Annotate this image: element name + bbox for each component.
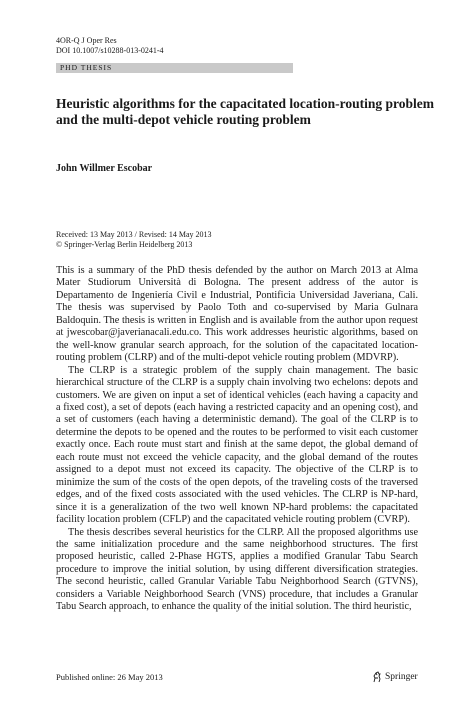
paragraph: The thesis describes several heuristics for the CLRP. All the proposed algorithms use the same initialization procedure and the same neighborhood structures. The first proposed heuristic, called 2-Phase HGTS, applies a modified Granular Tabu Search procedure to improve the initial solution, by using different diversification strategies. The second heuristic, called Granular Variable Tabu Neighborhood Search (GTVNS), considers a Variable Neighborhood Search (VNS) procedure, that includes a Granular Tabu Search approach, to enhance the quality of the initial solution. The third heuristic, [56,526,418,613]
article-body [56,265,418,614]
article-title: Heuristic algorithms for the capacitated location-routing problem and the multi-depot vehicle routing problem [56,96,434,127]
dates-block [56,230,212,250]
journal-header [56,36,164,56]
paragraph: The CLRP is a strategic problem of the supply chain management. The basic hierarchical structure of the CLRP is a supply chain involving two echelons: depots and customers. We are given on input a set of identical vehicles (each having a capacity and a fixed cost), a set of depots (each having a restricted capacity and an opening cost), and a set of customers (each having a deterministic demand). The goal of the CLRP is to determine the depots to be opened and the routes to be performed to visit each customer exactly once. Each route must start and finish at the same depot, the global demand of each route must not exceed the vehicle capacity, and the global demand of the routes assigned to a depot must not exceed its capacity. The objective of the CLRP is to minimize the sum of the costs of the open depots, of the traveling costs of the traversed edges, and of the fixed costs associated with the used vehicles. The CLRP is NP-hard, since it is a generalization of the two well known NP-hard problems: the capacitated facility location problem (CFLP) and the capacitated vehicle routing problem (CVRP). [56,364,418,526]
author-name: John Willmer Escobar [56,163,153,174]
springer-horse-icon [372,671,382,683]
doi: DOI 10.1007/s10288-013-0241-4 [56,46,164,55]
publisher-logo [372,670,418,684]
published-date: Published online: 26 May 2013 [56,672,163,682]
copyright: © Springer-Verlag Berlin Heidelberg 2013 [56,240,193,249]
publisher-name: Springer [385,672,418,682]
paragraph: This is a summary of the PhD thesis defended by the author on March 2013 at Alma Mater Studiorum Università di Bologna. The present address of the autor is Departamento de Ingeniería Civil e Industrial, Pontificia Universidad Javeriana, Cali. The thesis was supervised by Paolo Toth and co-supervised by Maria Gulnara Baldoquin. The thesis is written in English and is available from the author upon request at jwescobar@javerianacali.edu.co. This work addresses heuristic algorithms, based on the well-know granular search approach, for the solution of the capacitated location-routing problem (CLRP) and of the multi-depot vehicle routing problem (MDVRP). [56,265,418,364]
journal-name: 4OR-Q J Oper Res [56,36,117,45]
received-dates: Received: 13 May 2013 / Revised: 14 May 2013 [56,230,212,239]
section-label: PHD THESIS [60,63,113,72]
section-bar [56,63,293,73]
